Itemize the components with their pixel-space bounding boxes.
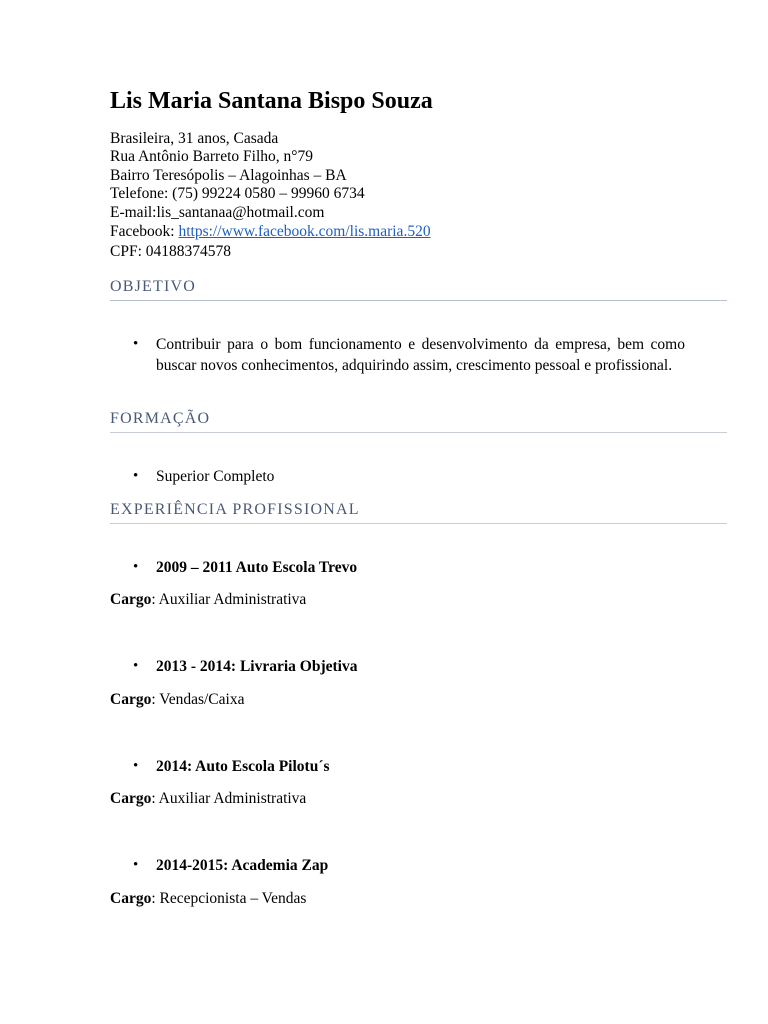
objective-text: Contribuir para o bom funcionamento e desenvolvimento da empresa, bem como buscar novos conhecimentos, adquirindo assim, crescimento pessoal e profissional.: [156, 336, 685, 375]
job-item: [110, 855, 685, 876]
section-heading-education: FORMAÇÃO: [110, 409, 727, 433]
bullet-icon: •: [133, 658, 139, 674]
district-address: Bairro Teresópolis – Alagoinhas – BA: [110, 166, 347, 184]
facebook-label: Facebook:: [110, 222, 179, 240]
resume-name: Lis Maria Santana Bispo Souza: [110, 88, 433, 114]
phone-line: Telefone: (75) 99224 0580 – 99960 6734: [110, 185, 365, 203]
bullet-icon: •: [133, 336, 139, 352]
job-role: [110, 690, 244, 710]
bullet-icon: •: [133, 468, 139, 484]
bullet-icon: •: [133, 857, 139, 873]
cargo-label: Cargo: [110, 790, 152, 807]
objective-item: [110, 334, 685, 377]
job-item: [110, 756, 685, 777]
job-title: 2009 – 2011 Auto Escola Trevo: [156, 559, 358, 576]
facebook-link[interactable]: https://www.facebook.com/lis.maria.520: [178, 222, 431, 240]
email-line: E-mail:lis_santanaa@hotmail.com: [110, 203, 325, 221]
job-role: [110, 590, 306, 610]
personal-info: Brasileira, 31 anos, Casada: [110, 130, 279, 147]
street-address: Rua Antônio Barreto Filho, n°79: [110, 148, 313, 166]
section-heading-objective: OBJETIVO: [110, 277, 727, 301]
education-text: Superior Completo: [156, 468, 275, 485]
bullet-icon: •: [133, 559, 139, 575]
job-title: 2014-2015: Academia Zap: [156, 857, 329, 874]
job-title: 2013 - 2014: Livraria Objetiva: [156, 658, 358, 675]
cpf-line: CPF: 04188374578: [110, 243, 232, 261]
job-role-value: : Recepcionista – Vendas: [151, 890, 307, 907]
cargo-label: Cargo: [110, 591, 152, 608]
job-role: [110, 789, 306, 809]
cargo-label: Cargo: [110, 691, 152, 708]
job-item: [110, 656, 685, 677]
bullet-icon: •: [133, 758, 139, 774]
job-role-value: : Vendas/Caixa: [151, 691, 245, 708]
job-role-value: : Auxiliar Administrativa: [151, 591, 307, 608]
section-heading-experience: EXPERIÊNCIA PROFISSIONAL: [110, 500, 727, 524]
job-item: [110, 557, 685, 578]
job-title: 2014: Auto Escola Pilotu´s: [156, 758, 330, 775]
job-role-value: : Auxiliar Administrativa: [151, 790, 307, 807]
contact-block: [110, 130, 431, 262]
cargo-label: Cargo: [110, 890, 152, 907]
education-item: [110, 466, 685, 487]
facebook-line: [110, 223, 431, 241]
job-role: [110, 889, 306, 909]
